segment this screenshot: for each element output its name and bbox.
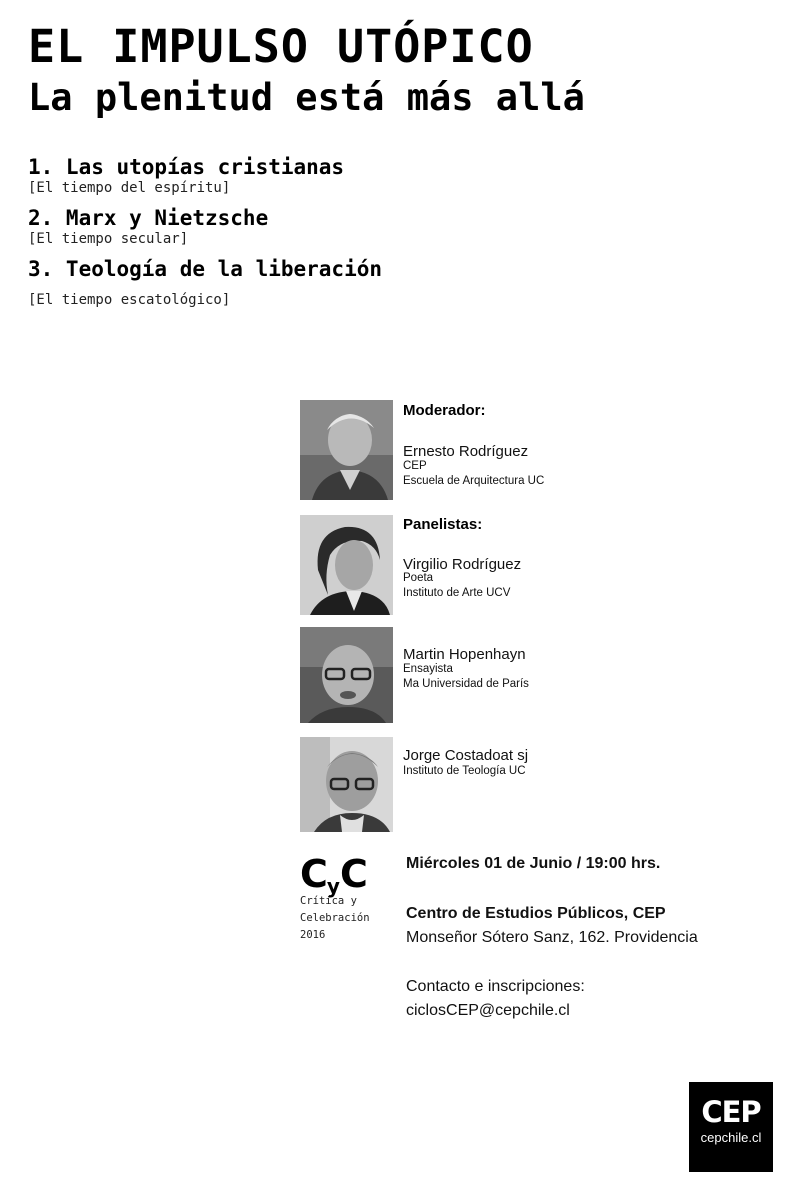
person-2-line2: Instituto de Arte UCV <box>403 587 511 599</box>
topic-1-title: 1. Las utopías cristianas <box>28 155 345 179</box>
panelist-2-photo <box>300 627 393 723</box>
event-datetime: Miércoles 01 de Junio / 19:00 hrs. <box>406 855 661 872</box>
topic-1-subtitle: [El tiempo del espíritu] <box>28 180 231 196</box>
cep-logo-url: cepchile.cl <box>700 1130 762 1145</box>
cyc-line-3: 2016 <box>300 929 326 941</box>
contact-email[interactable]: ciclosCEP@cepchile.cl <box>406 1002 570 1019</box>
cyc-logo-c2: C <box>339 852 367 896</box>
person-3-line2: Ma Universidad de París <box>403 678 529 690</box>
cyc-logo <box>300 852 367 896</box>
cyc-line-1: Crítica y <box>300 895 357 907</box>
person-1-line2: Escuela de Arquitectura UC <box>403 475 545 487</box>
topic-2-title: 2. Marx y Nietzsche <box>28 206 269 230</box>
panelists-label: Panelistas: <box>403 516 483 533</box>
page-subtitle: La plenitud está más allá <box>28 76 585 119</box>
cyc-logo-c1: C <box>300 852 327 896</box>
person-4-line1: Instituto de Teología UC <box>403 765 526 777</box>
topic-3-title: 3. Teología de la liberación <box>28 257 383 281</box>
person-1-name: Ernesto Rodríguez <box>403 443 529 460</box>
topic-2-subtitle: [El tiempo secular] <box>28 231 189 247</box>
cyc-line-2: Celebración <box>300 912 370 924</box>
person-1-line1: CEP <box>403 460 427 472</box>
event-address: Monseñor Sótero Sanz, 162. Providencia <box>406 929 698 946</box>
moderator-photo <box>300 400 393 500</box>
topic-3-subtitle: [El tiempo escatológico] <box>28 292 231 308</box>
cep-logo <box>689 1082 773 1172</box>
person-3-line1: Ensayista <box>403 663 453 675</box>
person-4-name: Jorge Costadoat sj <box>403 747 529 764</box>
panelist-1-photo <box>300 515 393 615</box>
contact-label: Contacto e inscripciones: <box>406 978 585 995</box>
event-venue: Centro de Estudios Públicos, CEP <box>406 905 666 922</box>
moderator-label: Moderador: <box>403 402 486 419</box>
page-title: EL IMPULSO UTÓPICO <box>28 20 534 73</box>
person-2-name: Virgilio Rodríguez <box>403 556 522 573</box>
person-3-name: Martin Hopenhayn <box>403 646 526 663</box>
panelist-3-photo <box>300 737 393 832</box>
cyc-logo-y: y <box>326 874 340 898</box>
person-2-line1: Poeta <box>403 572 434 584</box>
cep-logo-text: CEP <box>701 1095 761 1129</box>
